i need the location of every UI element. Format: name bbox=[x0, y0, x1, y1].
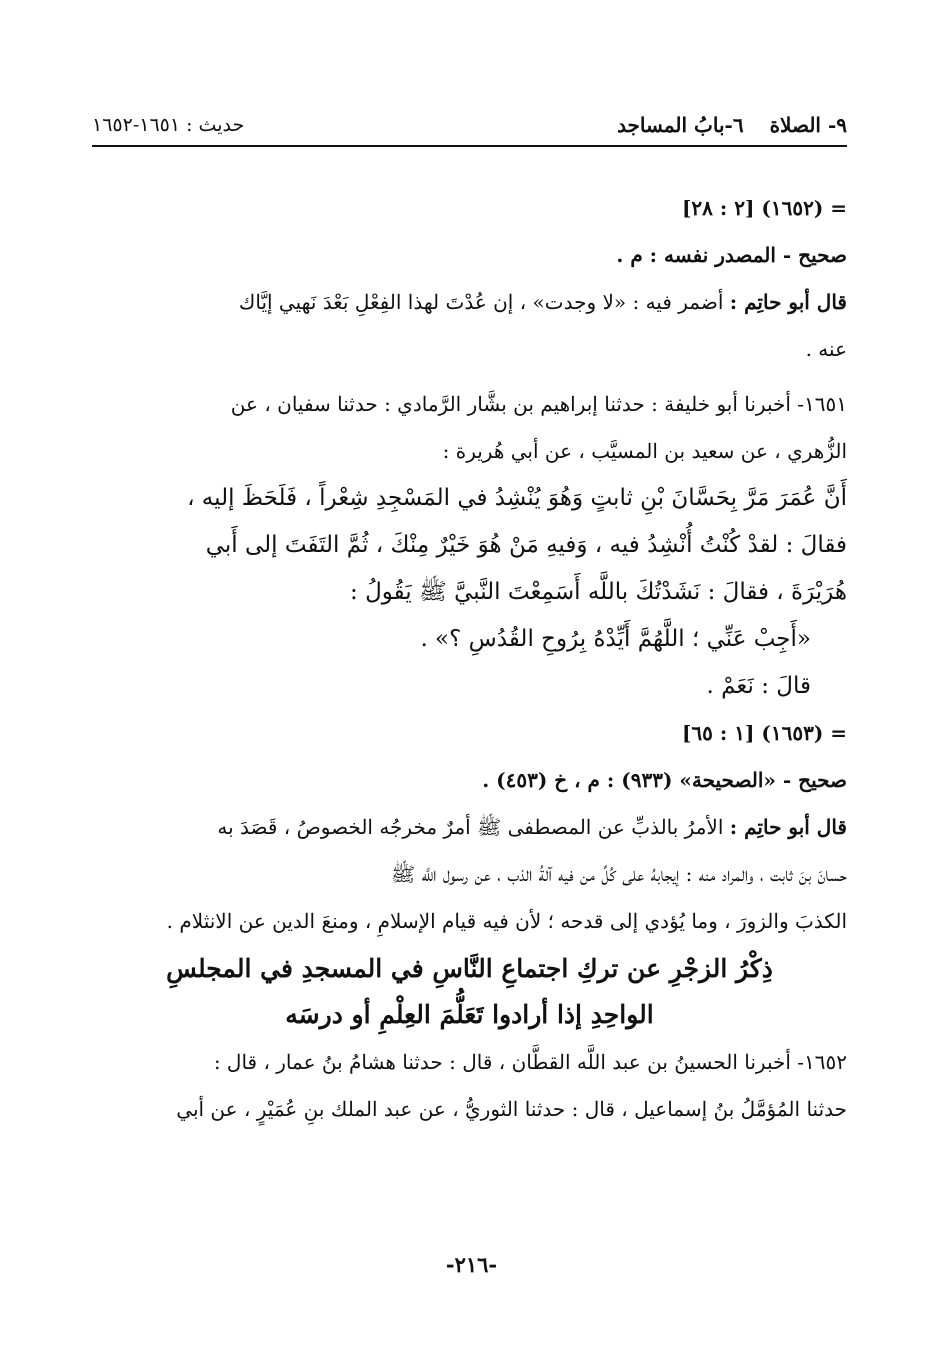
commentary-label: قال أبو حاتِم : bbox=[729, 290, 847, 314]
commentary-line: عنه . bbox=[805, 337, 847, 361]
hadith-matn-line: قالَ : نَعَمْ . bbox=[706, 673, 811, 699]
chapter-label: ٩- الصلاة bbox=[769, 113, 847, 137]
hadith-isnad-line: ١٦٥١- أخبرنا أبو خليفة : حدثنا إبراهيم بن بشَّار الرَّمادي : حدثنا سفيان ، عن bbox=[230, 392, 847, 416]
running-header bbox=[92, 110, 847, 140]
hadith-matn-line: «أَجِبْ عَنِّي ؛ اللَّهُمَّ أَيِّدْهُ بِرُوحِ القُدُسِ ؟» . bbox=[420, 626, 811, 652]
hadith-matn-line: هُرَيْرَةَ ، فقالَ : نَشَدْتُكَ باللَّه أَسَمِعْتَ النَّبيَّ ﷺ يَقُولُ : bbox=[350, 579, 847, 605]
commentary-text: الأمرُ بالذبِّ عن المصطفى ﷺ أمرٌ مخرجُه الخصوصُ ، قَصَدَ به bbox=[217, 815, 724, 839]
commentary-line: الكذبَ والزورَ ، وما يُؤدي إلى قدحه ؛ لأن فيه قيام الإسلامِ ، ومنعَ الدين عن الانثلام . bbox=[166, 909, 847, 933]
hadith-range: حديث : ١٦٥١-١٦٥٢ bbox=[92, 114, 245, 136]
cross-reference: = (١٦٥٣) [١ : ٦٥] bbox=[681, 721, 847, 745]
hadith-isnad-line: ١٦٥٢- أخبرنا الحسينُ بن عبد اللَّه القطَّان ، قال : حدثنا هشامُ بنُ عمار ، قال : bbox=[213, 1050, 847, 1074]
page-number: -٢١٦- bbox=[445, 1252, 498, 1277]
section-heading: الواحِدِ إذا أرادوا تَعَلُّمَ العِلْمِ أو درسَه bbox=[285, 1000, 654, 1029]
commentary-text: أضمر فيه : «لا وجدت» ، إن عُدْتَ لهذا الفِعْلِ بَعْدَ نَهيي إيَّاك bbox=[238, 290, 724, 314]
chapter-title bbox=[617, 113, 847, 137]
section-label: ٦-بابُ المساجد bbox=[617, 113, 744, 137]
commentary-line bbox=[92, 804, 847, 851]
cross-reference: = (١٦٥٢) [٢ : ٢٨] bbox=[681, 196, 847, 220]
hadith-matn-line: أَنَّ عُمَرَ مَرَّ بِحَسَّانَ بْنِ ثابتٍ وَهُوَ يُنْشِدُ في المَسْجِدِ شِعْراً ، فَلَحَظَ إليه ، bbox=[187, 485, 847, 511]
header-rule bbox=[92, 145, 847, 147]
grading-note: صحيح - «الصحيحة» (٩٣٣) : م ، خ (٤٥٣) . bbox=[482, 768, 847, 792]
hadith-matn-line: فقالَ : لقدْ كُنْتُ أُنْشِدُ فيه ، وَفيهِ مَنْ هُوَ خَيْرٌ مِنْكَ ، ثُمَّ التَفَتَ إلى أَبي bbox=[205, 532, 847, 558]
section-heading: ذِكْرُ الزجْرِ عن تركِ اجتماعِ النَّاسِ في المسجدِ في المجلسِ bbox=[166, 954, 773, 983]
grading-note: صحيح - المصدر نفسه : م . bbox=[616, 243, 847, 267]
commentary-line: حسانَ بنَ ثابت ، والمراد منه : إيجابهُ على كُلِّ من فيه آلةُ الذب ، عن رسول اللَّه ﷺ bbox=[391, 862, 847, 886]
commentary-line bbox=[92, 279, 847, 326]
hadith-isnad-line: حدثنا المُؤمَّلُ بنُ إسماعيل ، قال : حدثنا الثوريُّ ، عن عبد الملك بنِ عُمَيْرٍ ، عن أبي bbox=[176, 1097, 847, 1121]
commentary-label: قال أبو حاتِم : bbox=[729, 815, 847, 839]
page-body bbox=[92, 185, 847, 1133]
hadith-isnad-line: الزُّهري ، عن سعيد بن المسيَّب ، عن أبي هُريرة : bbox=[442, 439, 847, 463]
